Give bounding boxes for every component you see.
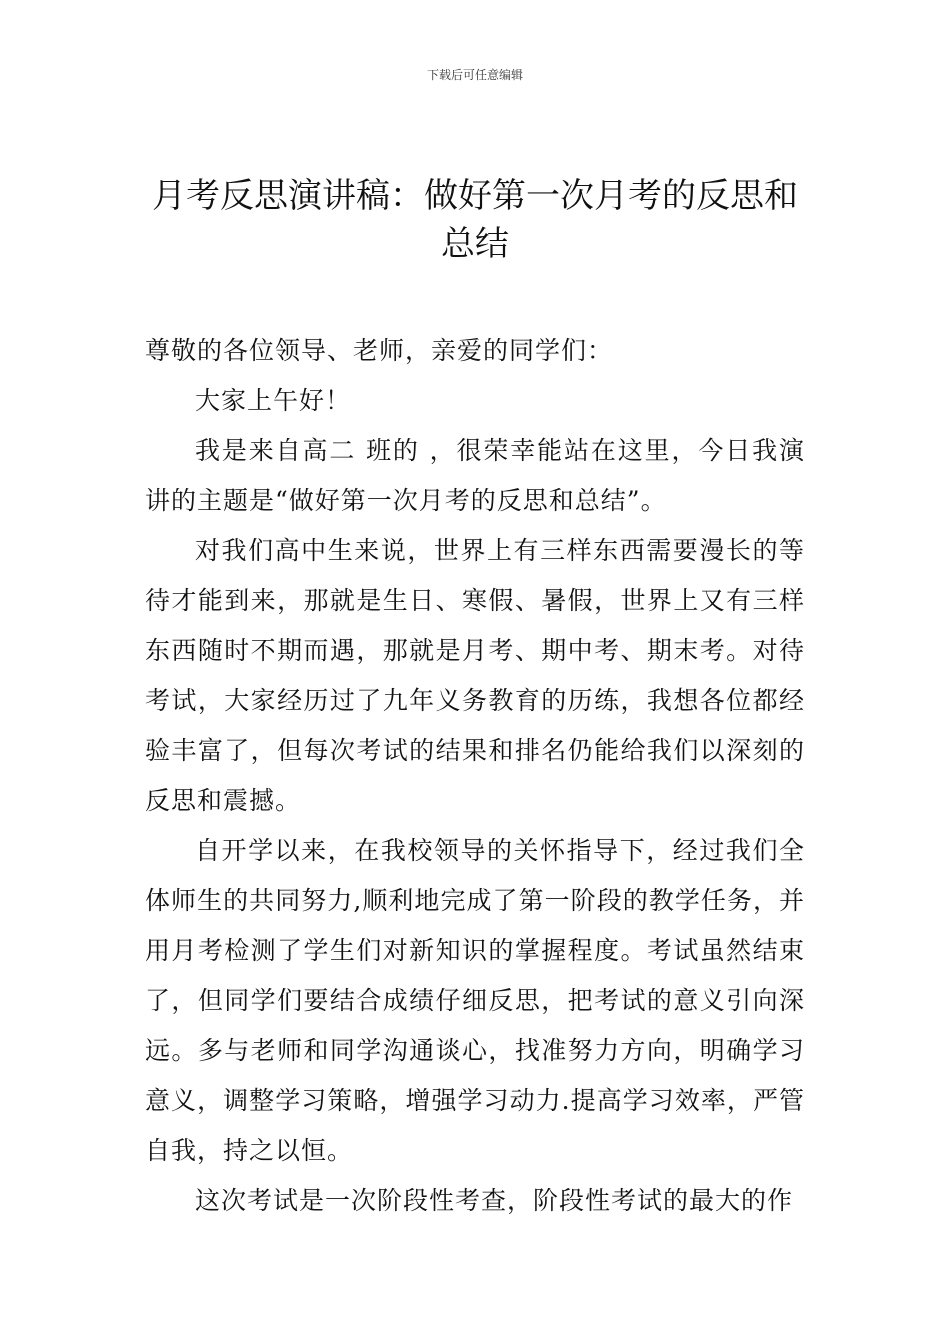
paragraph-introduction: 我是来自高二 班的 ，很荣幸能站在这里，今日我演讲的主题是“做好第一次月考的反思和总结”。 — [145, 436, 805, 515]
header-note: 下载后可任意编辑 — [426, 68, 523, 82]
paragraph-reflection: 自开学以来，在我校领导的关怀指导下，经过我们全体师生的共同努力,顺利地完成了第一阶段的教学任务，并用月考检测了学生们对新知识的掌握程度。考试虽然结束了，但同学们要结合成绩仔细反思，把考试的意义引向深远。多与老师和同学沟通谈心，找准努力方向，明确学习意义，调整学习策略，增强学习动力.提高学习效率，严管自我，持之以恒。 — [145, 836, 805, 1165]
paragraph-purpose: 这次考试是一次阶段性考查，阶段性考试的最大的作 — [195, 1186, 794, 1215]
paragraph-greeting: 大家上午好！ — [195, 386, 352, 415]
document-body — [145, 326, 805, 1226]
paragraph-exams-context: 对我们高中生来说，世界上有三样东西需要漫长的等待才能到来，那就是生日、寒假、暑假，世界上又有三样东西随时不期而遇，那就是月考、期中考、期末考。对待考试，大家经历过了九年义务教育的历练，我想各位都经验丰富了，但每次考试的结果和排名仍能给我们以深刻的反思和震撼。 — [145, 536, 805, 815]
salutation: 尊敬的各位领导、老师，亲爱的同学们： — [145, 336, 614, 365]
document-title: 月考反思演讲稿：做好第一次月考的反思和总结 — [152, 176, 798, 264]
